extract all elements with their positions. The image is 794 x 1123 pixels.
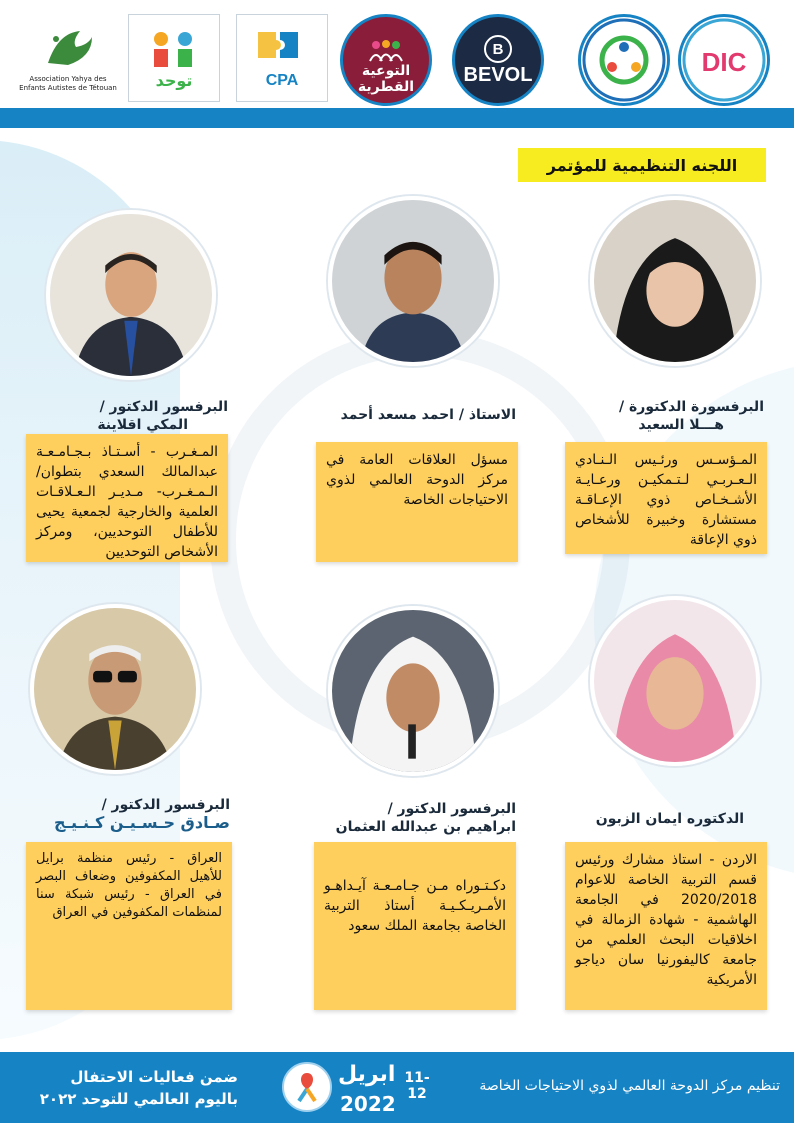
member-name-ahmed: [300, 406, 516, 424]
organizer-text: تنظيم مركز الدوحة العالمي لذوي الاحتياجات الخاصة: [479, 1078, 780, 1094]
event-line-2: باليوم العالمي للتوحد ٢٠٢٢: [39, 1090, 238, 1108]
member-bio-mekki: المـغـرب - أسـتـاذ بـجـامـعـة عبدالمالك السعدي بتطوان/ الـمـغـرب- مـديـر الـعـلاقـات العلمية والخارجية لجمعية يحيى للأطفال التوحديين، ومركز الأشخاص التوحديين: [26, 434, 228, 562]
portrait-woman-hijab-icon: [594, 200, 756, 362]
arab-club-logo: [578, 14, 670, 106]
yahya-logo: [18, 14, 118, 102]
member-bio-sadiq: العراق - رئيس منظمة برايل للأهيل المكفوفين وضعاف البصر في العراق - رئيس شبكة سنا لمنظمات المكفوفين في العراق: [26, 842, 232, 1010]
member-bio-hala: المـؤسـس ورئـيس الـنـادي الـعـربـي لـتـمكيـن ورعـايـة الأشـخـاص ذوي الإعـاقـة مستشارة وخبيرة للأشخاص ذوي الإعاقة: [565, 442, 767, 554]
member-name-ibrahim: [300, 800, 516, 836]
member-name-mekki: [60, 398, 228, 434]
member-fullname: المكي اقلاينة: [97, 417, 188, 433]
arab-club-emblem-icon: [581, 17, 667, 103]
dove-icon: [38, 23, 98, 75]
member-name-hala: [580, 398, 764, 434]
event-days: 11-12: [404, 1070, 430, 1102]
cpa-logo: [236, 14, 328, 102]
member-bio-ibrahim: دكـتـوراه مـن جـامـعـة آيـداهـو الأمـريـكـيـة أستاذ التربية الخاصة بجامعة الملك سعود: [314, 842, 516, 1010]
awareness-text: التوعية القطرية: [357, 63, 415, 95]
people-icon: [366, 39, 406, 63]
svg-text:DIC: DIC: [701, 47, 747, 77]
member-fullname: صـادق حـسـيـن كـنـيـج: [53, 813, 230, 832]
dic-logo: [678, 14, 770, 106]
puzzle-ribbon-icon: [289, 1069, 325, 1105]
member-title: البرفسور الدكتور /: [99, 399, 228, 415]
member-bio-iman: الاردن - استاذ مشارك ورئيس قسم التربية الخاصة للاعوام 2020/2018 في الجامعة الهاشمية - شهادة الزمالة في اخلاقيات البحث العلمي من جامعة كاليفورنيا سان دياجو الأمريكية: [565, 842, 767, 1010]
footer: [0, 1052, 794, 1123]
member-photo-ibrahim: [328, 606, 498, 776]
event-month: ابريل: [338, 1062, 396, 1087]
member-photo-iman: [590, 596, 760, 766]
bevol-text: BEVOL: [463, 63, 533, 86]
member-photo-sadiq: [30, 604, 200, 774]
header-bar: [0, 108, 794, 128]
portrait-man-suit-icon: [50, 214, 212, 376]
member-fullname: الاستاذ / احمد مسعد أحمد: [340, 407, 516, 423]
cpa-text: CPA: [265, 72, 299, 89]
yahya-caption: Association Yahya des Enfants Autistes de Tétouan: [19, 75, 117, 92]
autism-ribbon-logo: [282, 1062, 332, 1112]
svg-text:B: B: [492, 40, 504, 58]
member-fullname: ابراهيم بن عبدالله العثمان: [335, 819, 516, 835]
member-fullname: هـــلا السعيد: [638, 417, 724, 433]
portrait-woman-pink-hijab-icon: [594, 600, 756, 762]
gaida-text: توحد: [155, 70, 193, 90]
member-photo-ahmed: [328, 196, 498, 366]
page-title: اللجنه التنظيمية للمؤتمر: [518, 148, 766, 182]
awareness-logo: [340, 14, 432, 106]
bevol-b-icon: [483, 34, 513, 64]
member-fullname: الدكتوره ايمان الزبون: [595, 811, 744, 827]
gaida-logo: [128, 14, 220, 102]
member-name-sadiq: [30, 796, 230, 832]
bevol-logo: [452, 14, 544, 106]
portrait-man-ghutra-icon: [332, 610, 494, 772]
portrait-man-icon: [332, 200, 494, 362]
member-bio-ahmed: مسؤل العلاقات العامة في مركز الدوحة العالمي لذوي الاحتياجات الخاصة: [316, 442, 518, 562]
member-title: البرفسورة الدكتورة /: [619, 399, 764, 415]
member-title: البرفسور الدكتور /: [101, 797, 230, 813]
member-photo-hala: [590, 196, 760, 366]
event-caption: [18, 1066, 238, 1110]
member-title: البرفسور الدكتور /: [387, 801, 516, 817]
member-name-iman: [560, 810, 744, 828]
member-photo-mekki: [46, 210, 216, 380]
event-year: 2022: [340, 1092, 396, 1116]
dic-emblem-icon: [681, 17, 767, 103]
event-line-1: ضمن فعاليات الاحتفال: [70, 1068, 238, 1086]
children-icon: [139, 27, 209, 71]
header-logos: [0, 0, 794, 128]
puzzle-icon: [252, 26, 312, 72]
portrait-man-sunglasses-icon: [34, 608, 196, 770]
